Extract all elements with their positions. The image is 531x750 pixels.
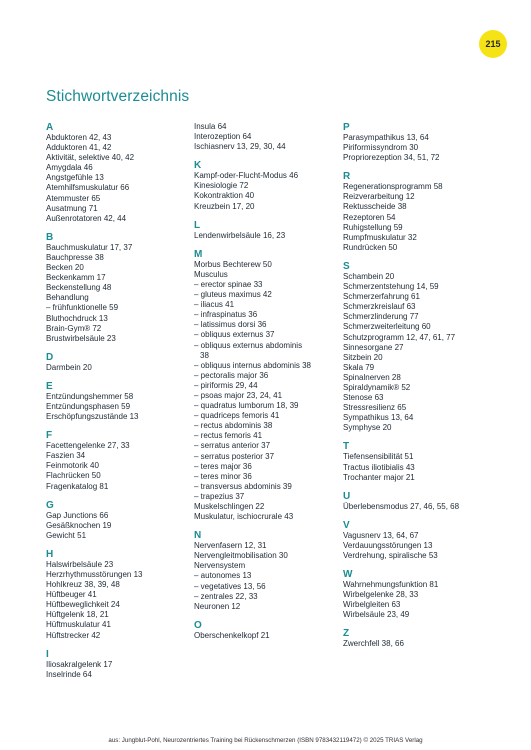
index-entry: Schmerzweiterleitung 60 bbox=[343, 322, 431, 332]
index-section bbox=[343, 569, 493, 620]
index-entry: Kreuzbein 17, 20 bbox=[194, 201, 255, 211]
index-entry: Hüftbeuger 41 bbox=[46, 590, 97, 600]
index-entry: Bauchmuskulatur 17, 37 bbox=[46, 242, 133, 252]
index-entry: Faszien 34 bbox=[46, 451, 86, 461]
index-entry: Fragenkatalog 81 bbox=[46, 481, 109, 491]
index-entry: Morbus Bechterew 50 bbox=[194, 259, 272, 269]
index-entry: – teres minor 36 bbox=[194, 471, 252, 481]
index-entry: Verdrehung, spiralische 53 bbox=[343, 551, 438, 560]
section-letter: P bbox=[343, 122, 350, 133]
index-section bbox=[46, 500, 196, 541]
section-letter: O bbox=[194, 619, 202, 631]
index-section bbox=[46, 122, 196, 224]
index-entry: Vagusnerv 13, 64, 67 bbox=[343, 530, 419, 540]
index-entry: Neuronen 12 bbox=[194, 601, 241, 611]
index-entry: Wirbelgelenke 28, 33 bbox=[343, 590, 419, 600]
index-entry: Brain-Gym® 72 bbox=[46, 323, 102, 333]
index-entry: Abduktoren 42, 43 bbox=[46, 133, 112, 142]
section-letter: H bbox=[46, 548, 54, 560]
index-section bbox=[46, 649, 196, 680]
index-entry: Schmerzlinderung 77 bbox=[343, 312, 419, 322]
index-entry: Schmerzentstehung 14, 59 bbox=[343, 282, 439, 292]
index-entry: – quadratus lumborum 18, 39 bbox=[194, 401, 299, 411]
section-letter: R bbox=[343, 171, 351, 183]
index-entry: – quadriceps femoris 41 bbox=[194, 411, 280, 421]
index-entry: Sinnesorgane 27 bbox=[343, 342, 404, 352]
index-entry: – gluteus maximus 42 bbox=[194, 290, 272, 300]
index-entry: Wirbelsäule 23, 49 bbox=[343, 610, 410, 620]
section-letter: A bbox=[46, 122, 54, 133]
index-entry: – rectus abdominis 38 bbox=[194, 421, 273, 431]
index-entry: Parasympathikus 13, 64 bbox=[343, 133, 429, 142]
index-entry: Aktivität, selektive 40, 42 bbox=[46, 153, 135, 163]
index-entry: Schutzprogramm 12, 47, 61, 77 bbox=[343, 332, 456, 342]
index-entry: – vegetatives 13, 56 bbox=[194, 581, 266, 591]
index-entry: Kampf-oder-Flucht-Modus 46 bbox=[194, 171, 299, 181]
index-entry: Tractus iliotibialis 43 bbox=[343, 462, 415, 472]
index-entry: Rektusscheide 38 bbox=[343, 202, 407, 212]
section-letter: I bbox=[46, 648, 49, 660]
index-entry: Beckenstellung 48 bbox=[46, 283, 112, 293]
index-entry: – rectus femoris 41 bbox=[194, 431, 263, 441]
index-entry: – trapezius 37 bbox=[194, 491, 245, 501]
index-entry: Erschöpfungszustände 13 bbox=[46, 412, 139, 422]
index-entry: Stressresilienz 65 bbox=[343, 403, 407, 413]
index-entry: – pectoralis major 36 bbox=[194, 370, 269, 380]
index-entry: Regenerationsprogramm 58 bbox=[343, 182, 443, 192]
index-entry: Hüftmuskulatur 41 bbox=[46, 620, 111, 630]
index-entry: – serratus anterior 37 bbox=[194, 441, 271, 451]
section-letter: N bbox=[194, 530, 202, 542]
index-section bbox=[343, 261, 493, 434]
index-entry: Beckenkamm 17 bbox=[46, 273, 106, 283]
index-entry: Außenrotatoren 42, 44 bbox=[46, 213, 127, 223]
index-entry: Propriorezeption 34, 51, 72 bbox=[343, 153, 440, 163]
index-entry: – obliquus externus 37 bbox=[194, 330, 275, 340]
index-entry: Behandlung bbox=[46, 293, 89, 303]
index-entry: Muskulatur, ischiocrurale 43 bbox=[194, 512, 294, 522]
index-entry: Gap Junctions 66 bbox=[46, 510, 109, 520]
index-section bbox=[194, 160, 344, 211]
index-entry: Spinalnerven 28 bbox=[343, 372, 401, 382]
index-section bbox=[46, 430, 196, 491]
index-entry: Insula 64 bbox=[194, 122, 227, 131]
index-entry: Ausatmung 71 bbox=[46, 203, 98, 213]
index-entry: Entzündungshemmer 58 bbox=[46, 391, 134, 401]
index-entry: Atemhilfsmuskulatur 66 bbox=[46, 183, 130, 193]
index-entry: Entzündungsphasen 59 bbox=[46, 401, 131, 411]
index-entry: Hüftgelenk 18, 21 bbox=[46, 610, 109, 620]
section-letter: Z bbox=[343, 628, 350, 640]
index-entry: Wahrnehmungsfunktion 81 bbox=[343, 580, 439, 590]
index-entry: Halswirbelsäule 23 bbox=[46, 559, 114, 569]
index-entry: – teres major 36 bbox=[194, 461, 252, 471]
section-letter: M bbox=[194, 248, 203, 260]
section-letter: L bbox=[194, 219, 201, 231]
index-entry: Bluthochdruck 13 bbox=[46, 313, 108, 323]
index-entry: Musculus bbox=[194, 269, 228, 279]
index-section bbox=[46, 352, 196, 373]
index-entry: – frühfunktionelle 59 bbox=[46, 303, 119, 313]
index-section bbox=[343, 171, 493, 253]
index-entry: Facettengelenke 27, 33 bbox=[46, 441, 130, 451]
index-entry: Nervengleitmobilisation 30 bbox=[194, 551, 288, 561]
index-section bbox=[194, 249, 344, 522]
index-entry: Wirbelgleiten 63 bbox=[343, 600, 401, 610]
index-section bbox=[343, 122, 493, 163]
section-letter: U bbox=[343, 490, 351, 502]
index-section bbox=[343, 491, 493, 512]
index-entry: Schmerzerfahrung 61 bbox=[343, 292, 420, 302]
index-entry: Überlebensmodus 27, 46, 55, 68 bbox=[343, 501, 460, 511]
index-entry: Nervenfasern 12, 31 bbox=[194, 541, 267, 551]
index-section bbox=[194, 122, 344, 152]
index-entry: Gesäßknochen 19 bbox=[46, 520, 112, 530]
index-column-3 bbox=[343, 122, 493, 650]
section-letter: S bbox=[343, 260, 350, 272]
index-entry: – psoas major 23, 24, 41 bbox=[194, 390, 283, 400]
index-entry: – obliquus externus abdominis bbox=[194, 340, 303, 350]
index-entry: – zentrales 22, 33 bbox=[194, 591, 258, 601]
index-entry: Rezeptoren 54 bbox=[343, 212, 396, 222]
index-entry: Atemmuster 65 bbox=[46, 193, 101, 203]
index-entry: 38 bbox=[200, 350, 209, 360]
section-letter: K bbox=[194, 160, 202, 172]
index-entry: Trochanter major 21 bbox=[343, 472, 415, 482]
index-entry: Sitzbein 20 bbox=[343, 352, 383, 362]
section-letter: B bbox=[46, 231, 54, 243]
index-entry: Lendenwirbelsäule 16, 23 bbox=[194, 230, 286, 240]
index-section bbox=[343, 441, 493, 482]
index-entry: Stenose 63 bbox=[343, 393, 384, 403]
index-entry: Schambein 20 bbox=[343, 271, 395, 281]
index-entry: Muskelschlingen 22 bbox=[194, 502, 265, 511]
index-entry: Nervensystem bbox=[194, 561, 246, 571]
index-entry: Hohlkreuz 38, 39, 48 bbox=[46, 580, 120, 590]
index-entry: Oberschenkelkopf 21 bbox=[194, 630, 270, 640]
index-entry: Amygdala 46 bbox=[46, 163, 93, 173]
index-entry: Iliosakralgelenk 17 bbox=[46, 659, 113, 669]
index-entry: – erector spinae 33 bbox=[194, 279, 263, 289]
index-entry: Spiraldynamik® 52 bbox=[343, 382, 411, 392]
index-section bbox=[46, 381, 196, 422]
footer-citation: aus: Jungblut-Pohl, Neurozentriertes Training bei Rückenschmerzen (ISBN 9783432119472) © 2025 TRIAS Verlag bbox=[108, 737, 423, 744]
index-entry: Ischiasnerv 13, 29, 30, 44 bbox=[194, 142, 286, 152]
index-entry: Bauchpresse 38 bbox=[46, 252, 104, 262]
section-letter: E bbox=[46, 380, 53, 392]
index-section bbox=[343, 628, 493, 649]
section-letter: V bbox=[343, 519, 350, 531]
index-section bbox=[194, 220, 344, 241]
index-section bbox=[343, 520, 493, 561]
index-entry: – infraspinatus 36 bbox=[194, 310, 258, 320]
index-section bbox=[46, 549, 196, 641]
index-entry: Rundrücken 50 bbox=[343, 242, 398, 252]
page-title: Stichwortverzeichnis bbox=[46, 88, 190, 105]
index-entry: Skala 79 bbox=[343, 362, 375, 372]
index-entry: Darmbein 20 bbox=[46, 362, 92, 372]
index-entry: Sympathikus 13, 64 bbox=[343, 413, 414, 423]
index-entry: Schmerzkreislauf 63 bbox=[343, 302, 416, 312]
index-entry: Interozeption 64 bbox=[194, 132, 252, 142]
index-section bbox=[46, 232, 196, 344]
index-entry: Reizverarbeitung 12 bbox=[343, 192, 415, 202]
index-section bbox=[194, 530, 344, 612]
index-entry: Kinesiologie 72 bbox=[194, 181, 249, 191]
index-entry: Adduktoren 41, 42 bbox=[46, 143, 112, 153]
index-entry: – iliacus 41 bbox=[194, 300, 235, 310]
index-entry: Inselrinde 64 bbox=[46, 669, 92, 679]
index-entry: Piriformissyndrom 30 bbox=[343, 143, 419, 153]
index-entry: Kokontraktion 40 bbox=[194, 191, 255, 201]
index-entry: Zwerchfell 38, 66 bbox=[343, 639, 404, 649]
section-letter: F bbox=[46, 430, 53, 442]
index-entry: Tiefensensibilität 51 bbox=[343, 452, 414, 462]
index-entry: Ruhigstellung 59 bbox=[343, 222, 403, 232]
index-entry: Gewicht 51 bbox=[46, 530, 87, 540]
index-entry: Symphyse 20 bbox=[343, 423, 392, 433]
index-entry: – piriformis 29, 44 bbox=[194, 380, 258, 390]
index-entry: Rumpfmuskulatur 32 bbox=[343, 232, 417, 242]
index-entry: – obliquus internus abdominis 38 bbox=[194, 360, 311, 370]
section-letter: T bbox=[343, 441, 350, 453]
index-entry: Herzrhythmusstörungen 13 bbox=[46, 570, 143, 579]
index-column-2 bbox=[194, 122, 344, 641]
index-entry: – autonomes 13 bbox=[194, 571, 252, 581]
index-column-1 bbox=[46, 122, 196, 680]
index-entry: Hüftstrecker 42 bbox=[46, 630, 101, 640]
index-entry: – serratus posterior 37 bbox=[194, 451, 275, 461]
section-letter: W bbox=[343, 569, 353, 581]
index-section bbox=[194, 620, 344, 641]
index-entry: – latissimus dorsi 36 bbox=[194, 320, 267, 330]
index-entry: Brustwirbelsäule 23 bbox=[46, 333, 116, 343]
index-entry: Hüftbeweglichkeit 24 bbox=[46, 600, 120, 610]
index-entry: Feinmotorik 40 bbox=[46, 461, 99, 471]
index-entry: Angstgefühle 13 bbox=[46, 173, 104, 183]
page-number-badge: 215 bbox=[479, 30, 507, 58]
index-entry: Flachrücken 50 bbox=[46, 471, 101, 481]
index-entry: Becken 20 bbox=[46, 263, 84, 273]
section-letter: G bbox=[46, 499, 54, 511]
index-entry: – transversus abdominis 39 bbox=[194, 481, 292, 491]
section-letter: D bbox=[46, 351, 54, 363]
index-entry: Verdauungsstörungen 13 bbox=[343, 540, 433, 550]
